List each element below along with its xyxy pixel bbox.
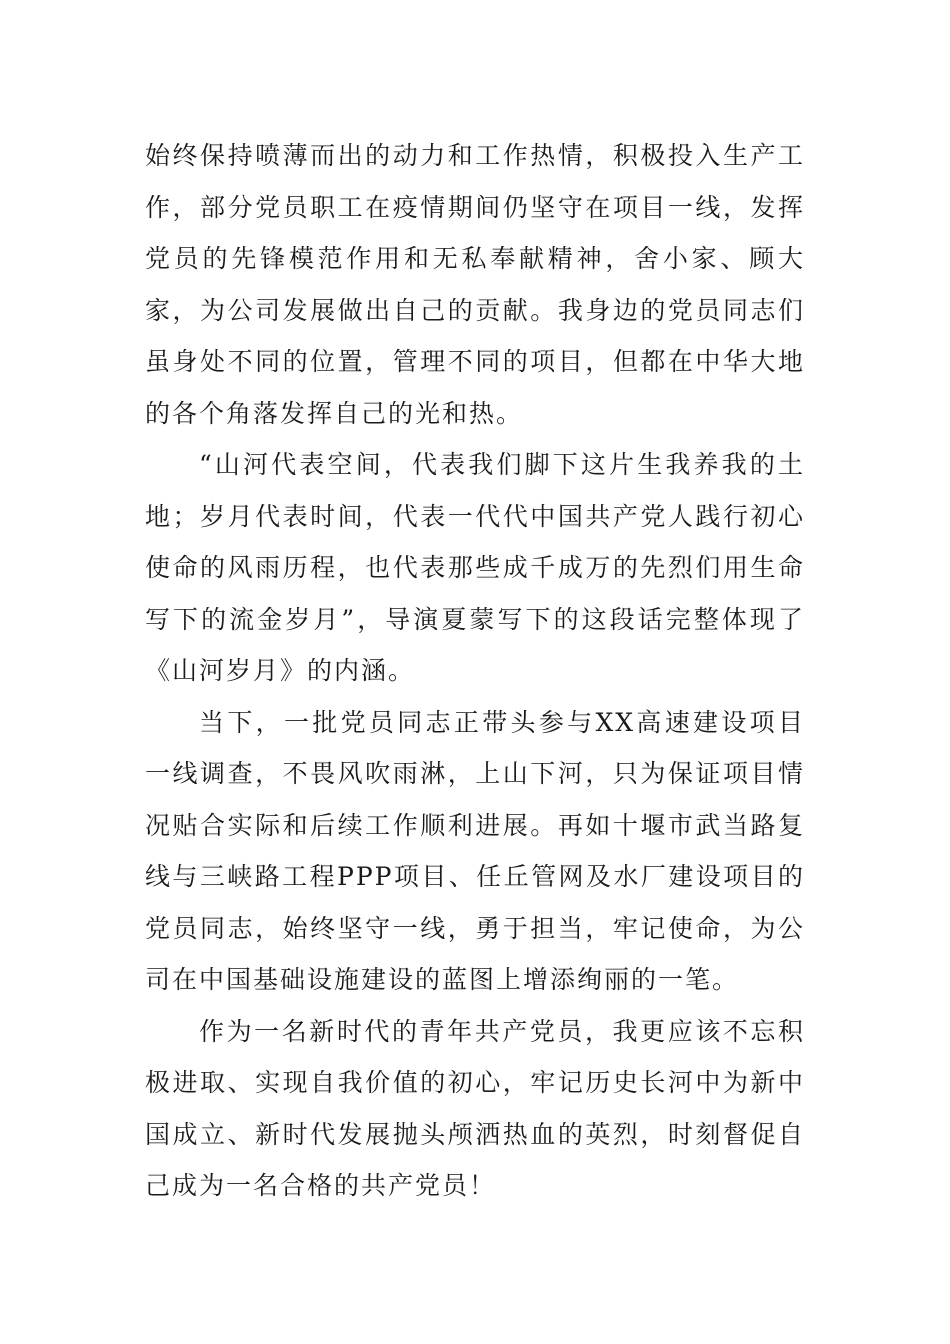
document-body (145, 130, 805, 1212)
paragraph-4: 作为一名新时代的青年共产党员，我更应该不忘积极进取、实现自我价值的初心，牢记历史长河中为新中国成立、新时代发展抛头颅洒热血的英烈，时刻督促自己成为一名合格的共产党员！ (145, 1016, 805, 1200)
paragraph-1: 始终保持喷薄而出的动力和工作热情，积极投入生产工作，部分党员职工在疫情期间仍坚守在项目一线，发挥党员的先锋模范作用和无私奉献精神，舍小家、顾大家，为公司发展做出自己的贡献。我身边的党员同志们虽身处不同的位置，管理不同的项目，但都在中华大地的各个角落发挥自己的光和热。 (145, 141, 805, 428)
paragraph-2: “山河代表空间，代表我们脚下这片生我养我的土地；岁月代表时间，代表一代代中国共产党人践行初心使命的风雨历程，也代表那些成千成万的先烈们用生命写下的流金岁月”，导演夏蒙写下的这段话完整体现了《山河岁月》的内涵。 (145, 450, 805, 685)
paragraph-3: 当下，一批党员同志正带头参与XX高速建设项目一线调查，不畏风吹雨淋，上山下河，只为保证项目情况贴合实际和后续工作顺利进展。再如十堰市武当路复线与三峡路工程PPP项目、任丘管网及水厂建设项目的党员同志，始终坚守一线，勇于担当，牢记使命，为公司在中国基础设施建设的蓝图上增添绚丽的一笔。 (145, 707, 805, 994)
